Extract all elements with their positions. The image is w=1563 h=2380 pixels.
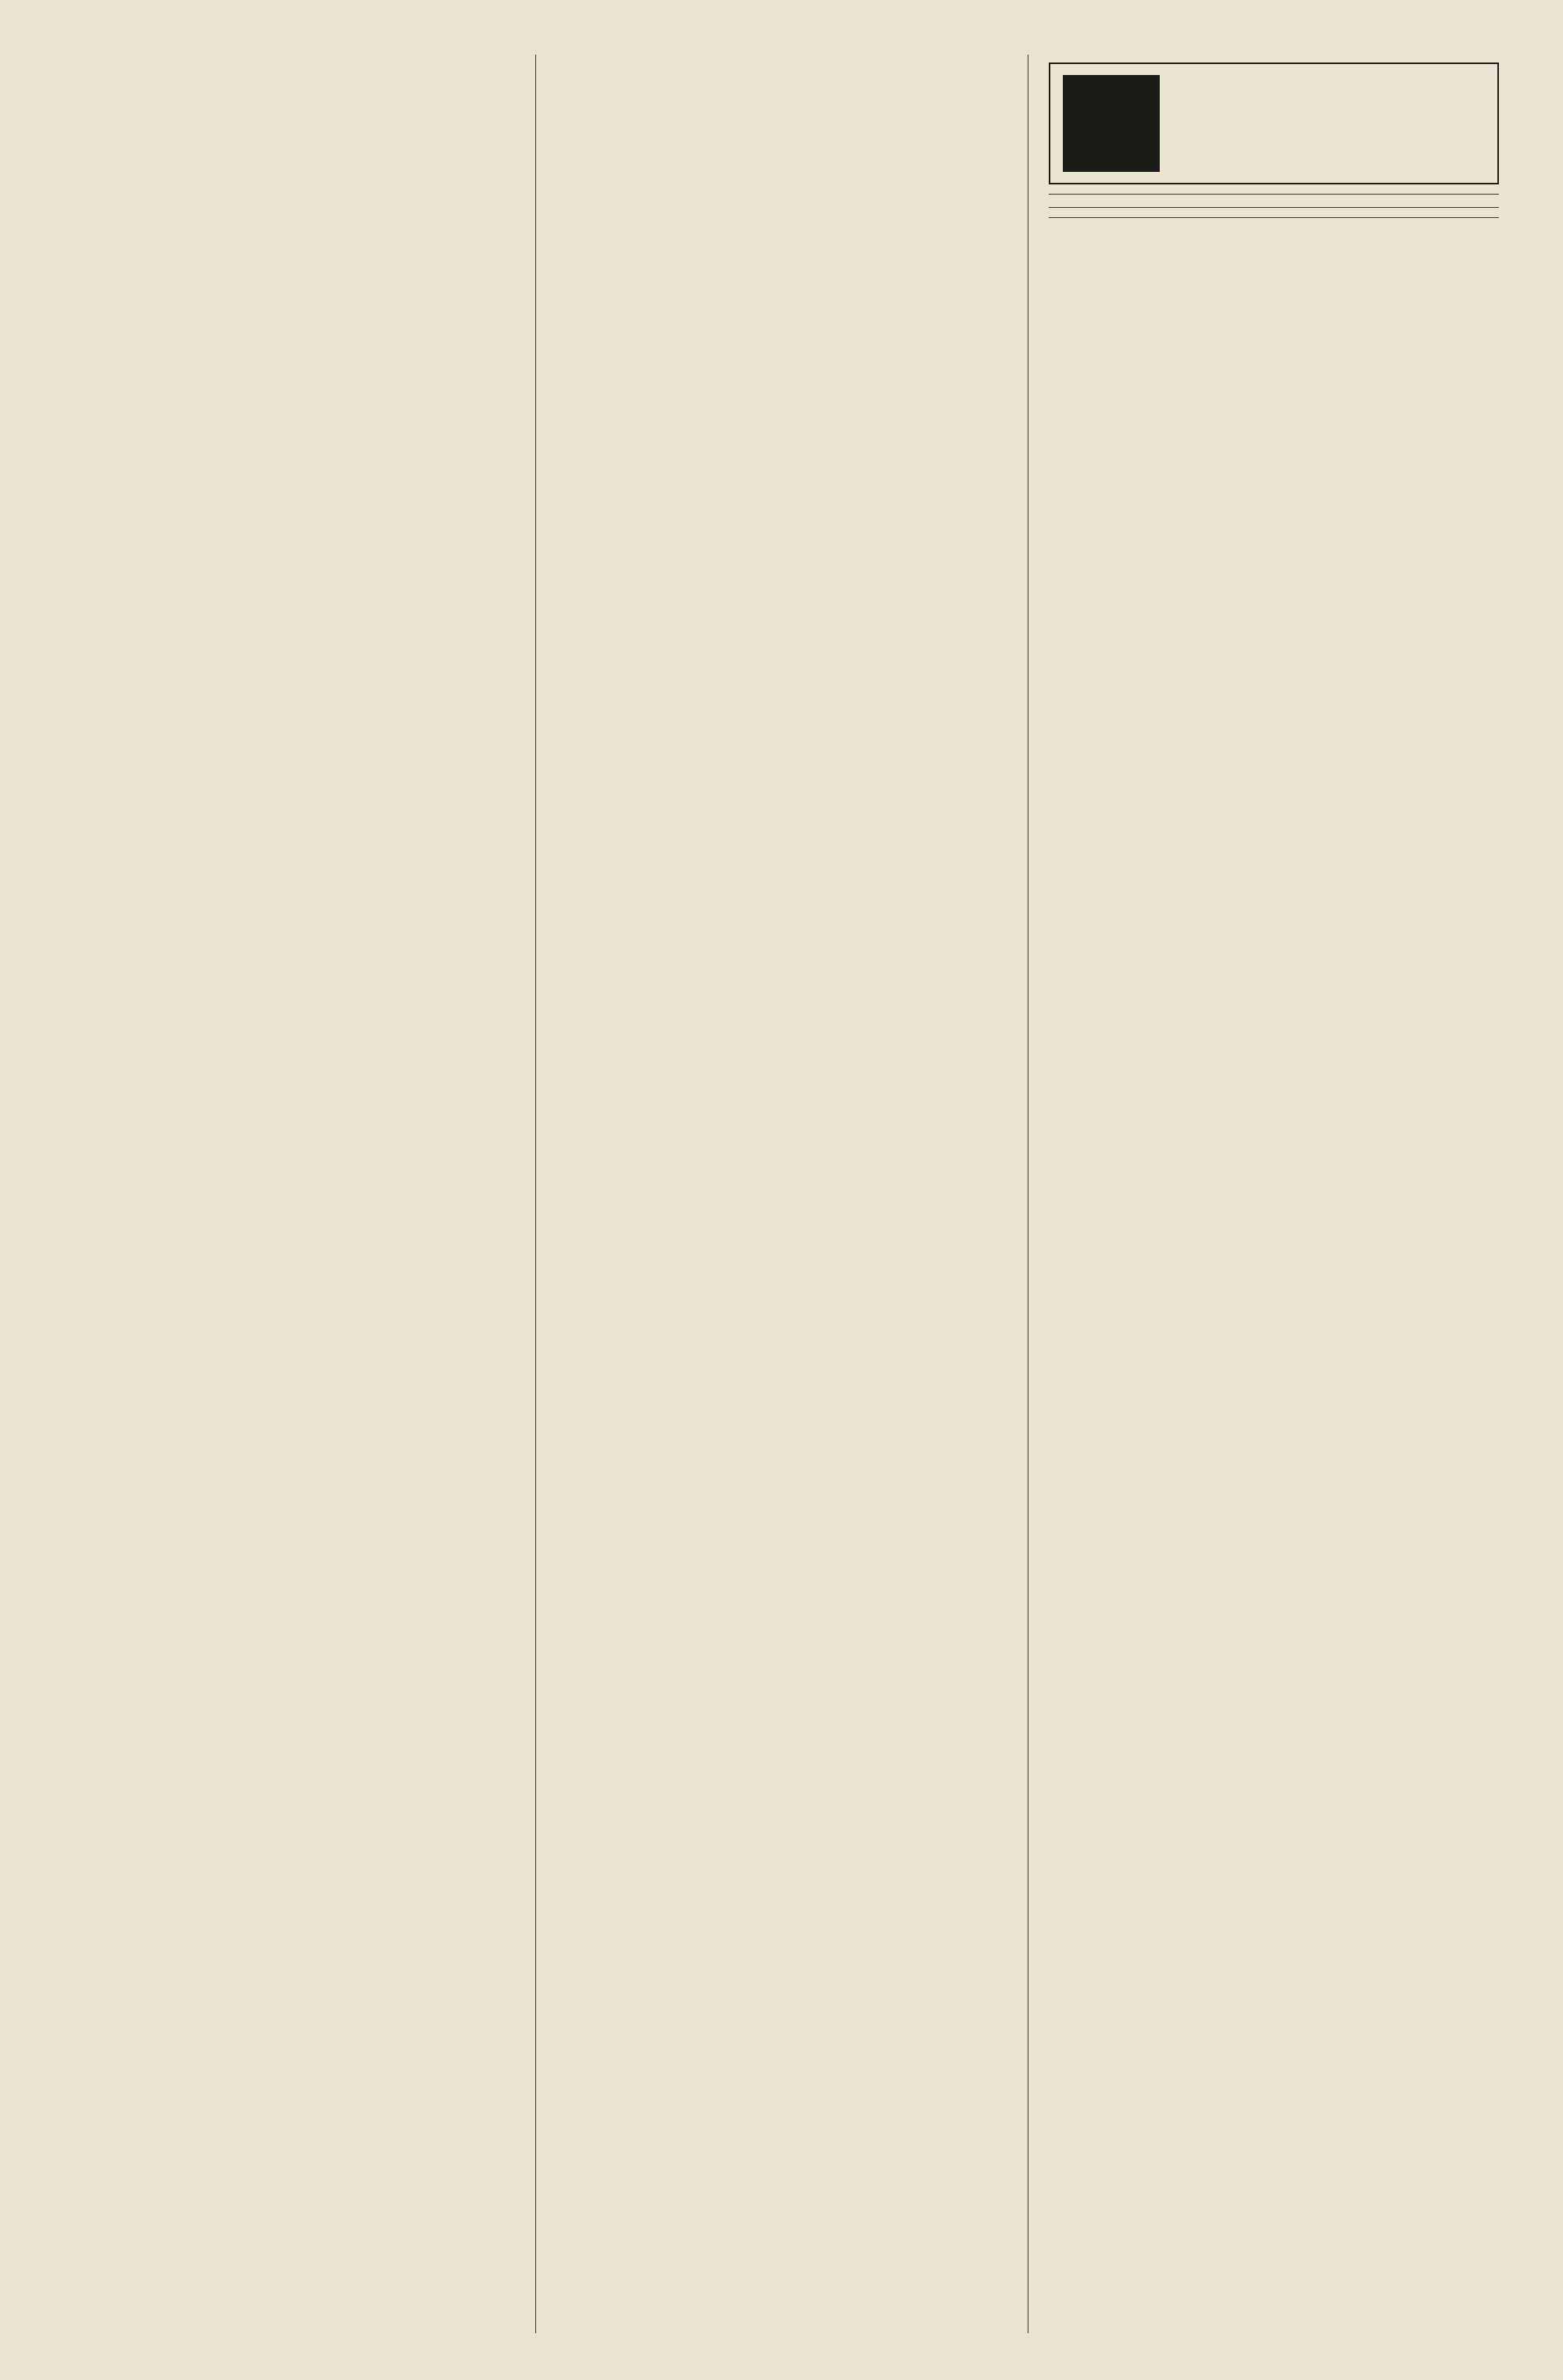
column-1 [44, 55, 535, 2333]
church-notice [1049, 194, 1499, 208]
divider [1049, 217, 1499, 218]
advertisement-logo [1063, 75, 1160, 172]
advertisement-text [1171, 121, 1485, 126]
column-3 [1028, 55, 1519, 2333]
column-2 [535, 55, 1027, 2333]
advertisement-box [1049, 63, 1499, 184]
column-grid [44, 55, 1519, 2333]
